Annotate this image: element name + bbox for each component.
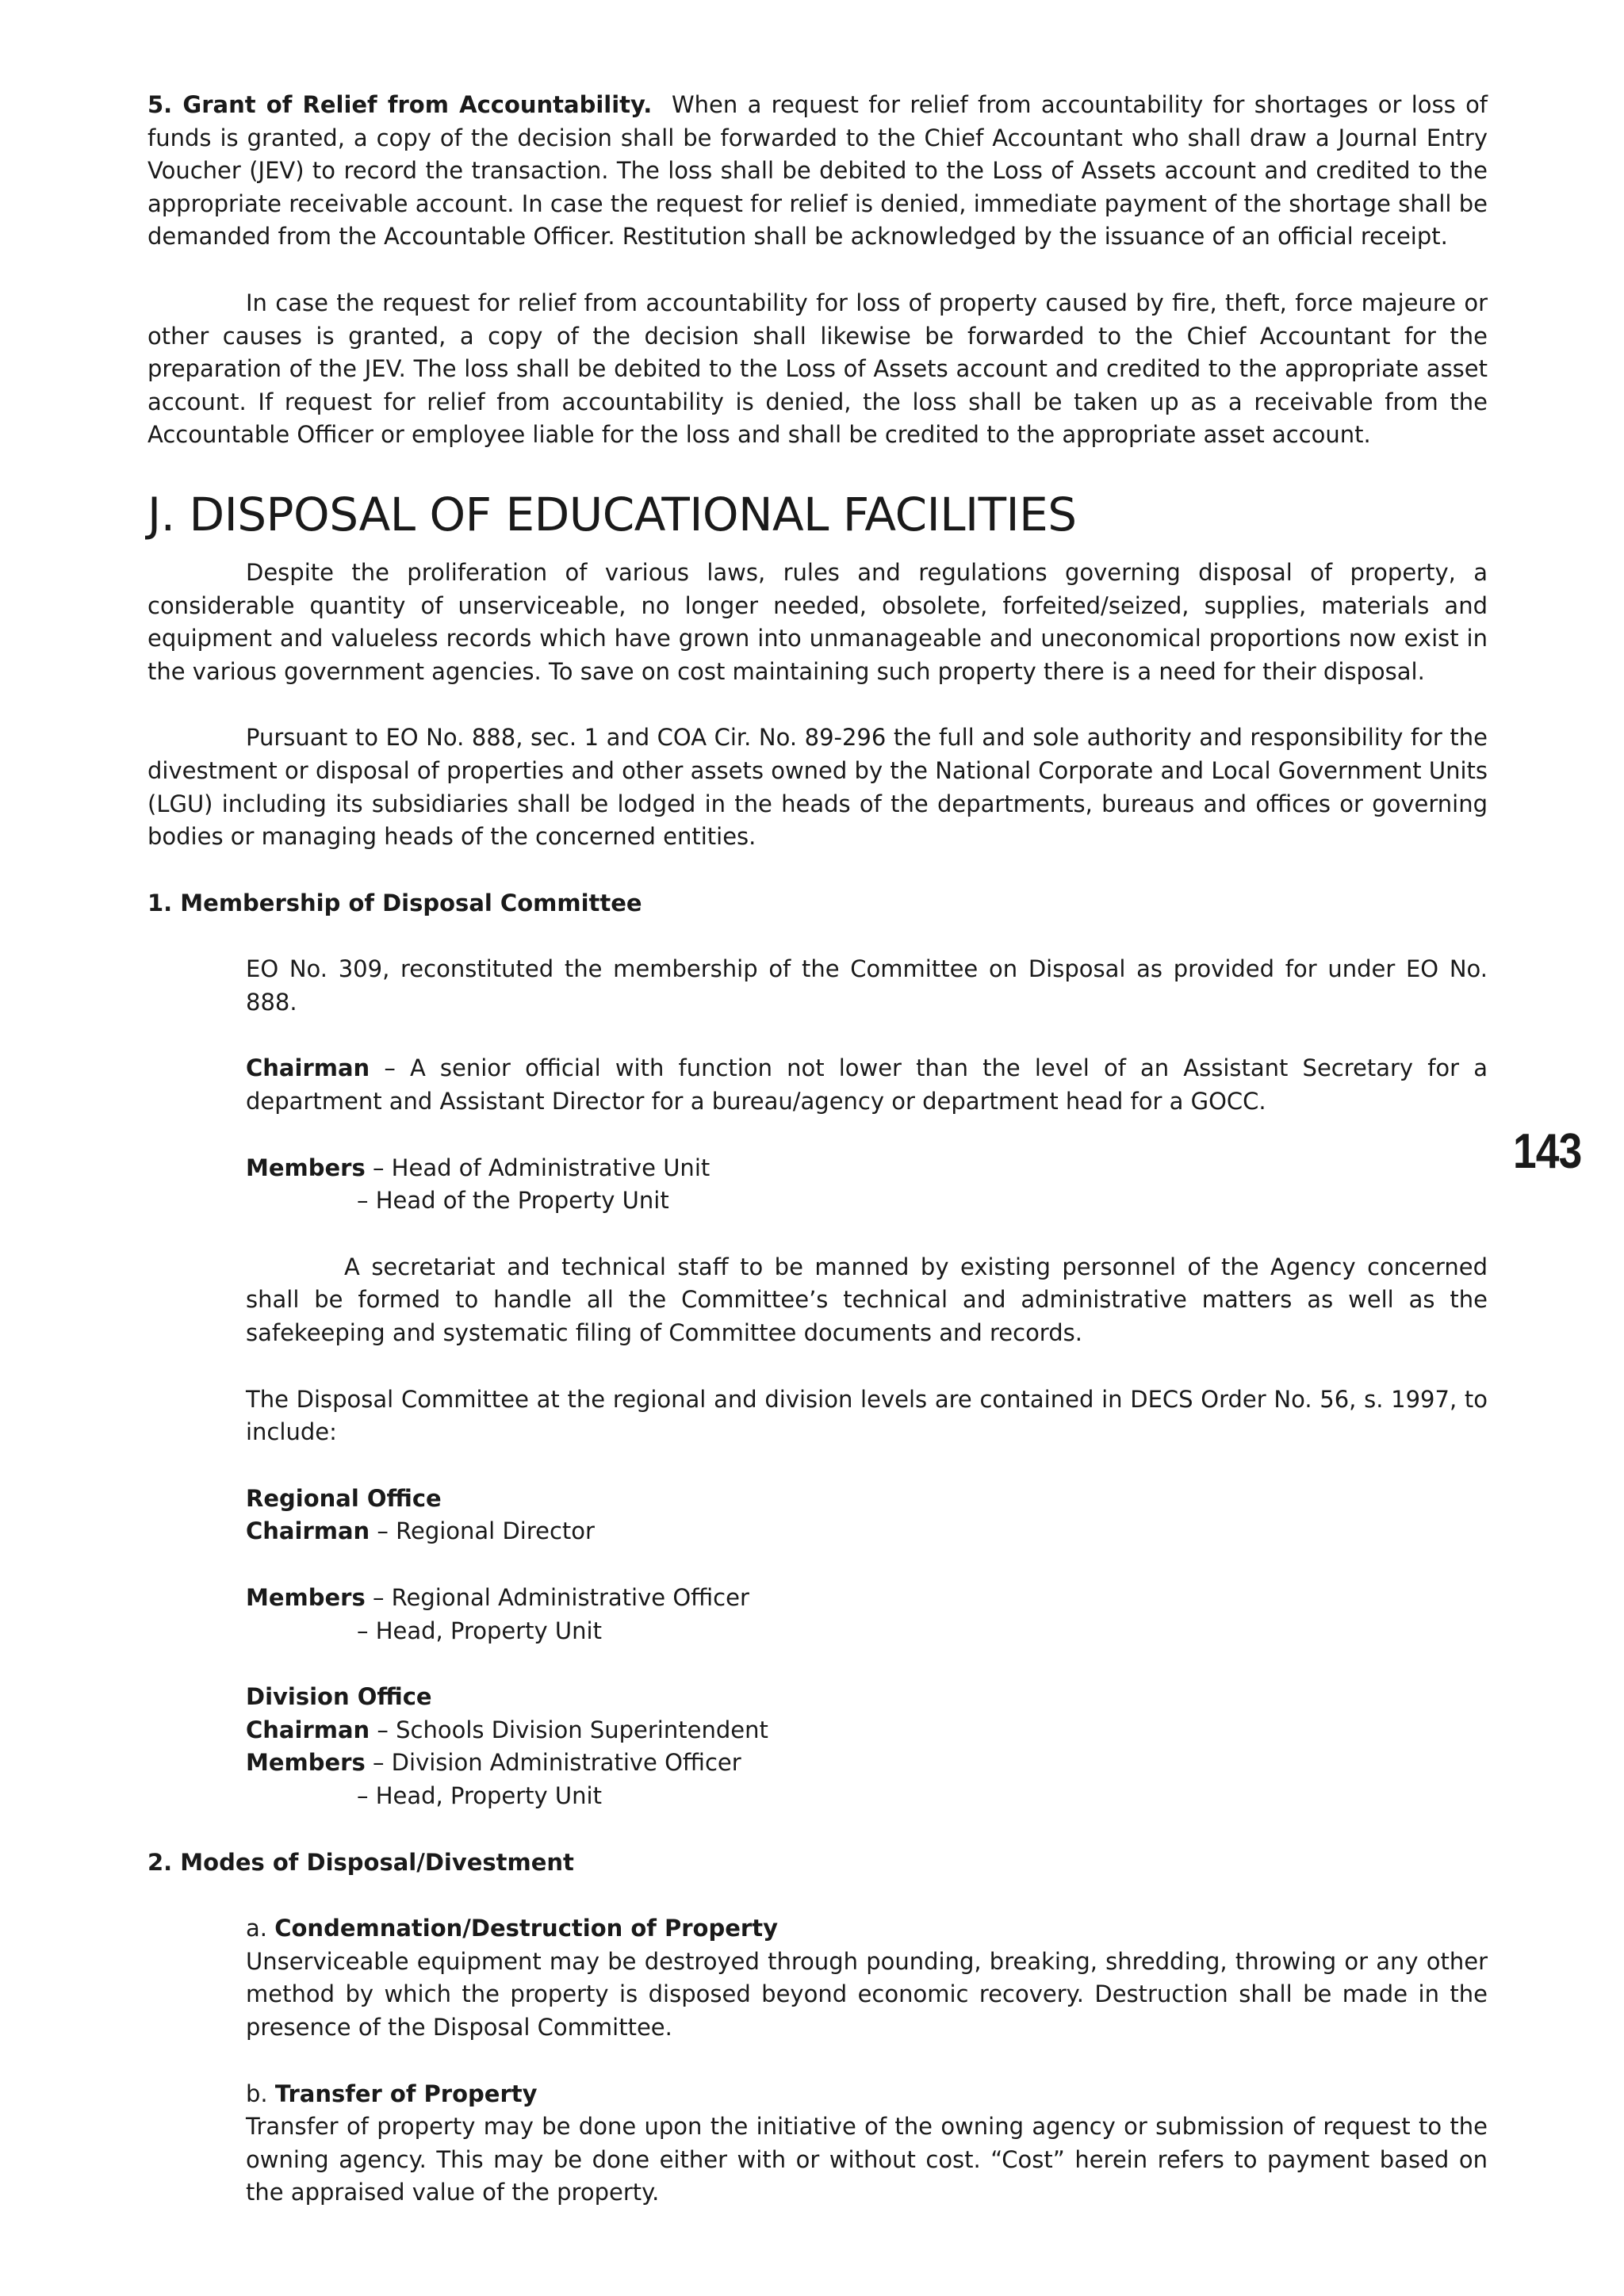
membership-heading: 1. Membership of Disposal Committee [147,889,642,916]
disposal-paragraph-2: Pursuant to EO No. 888, sec. 1 and COA Cir. No. 89-296 the full and sole authority and responsibility for the divestment or disposal of properties and other assets owned by the National Corporate and Local Government Units (LGU) including its subsidiaries shall be lodged in the heads of the departments, bureaus and offices or governing bodies or managing heads of the concerned entities. [147,724,1488,851]
page-number: 143 [1513,1124,1582,1179]
mode-b-heading: b. Transfer of Property [246,2080,538,2107]
mode-b-body: Transfer of property may be done upon the initiative of the owning agency or submission of request to the owning agency. This may be done either with or without cost. “Cost” herein refers to payment based on the appraised value of the property. [246,2113,1488,2206]
document-page [147,89,1488,2210]
modes-heading: 2. Modes of Disposal/Divestment [147,1848,574,1876]
grant-body: When a request for relief from accountability for shortages or loss of funds is granted, a copy of the decision shall be forwarded to the Chief Accountant who shall draw a Journal Entry Voucher (JEV) to record the transaction. The loss shall be debited to the Loss of Assets account and credited to the appropriate receivable account. In case the request for relief is denied, immediate payment of the shortage shall be demanded from the Accountable Officer. Restitution shall be acknowledged by the issuance of an official receipt. [147,91,1488,251]
division-chairman: Chairman – Schools Division Superintendent [246,1716,768,1743]
decs-order-text: The Disposal Committee at the regional and division levels are contained in DECS Order No. 56, s. 1997, to include: [246,1385,1488,1446]
chairman-label: Chairman [246,1054,370,1082]
division-members-line-1: Members – Division Administrative Officer [246,1749,741,1777]
section-title: J. DISPOSAL OF EDUCATIONAL FACILITIES [147,487,1077,541]
members-label: Members [246,1154,366,1181]
members-line-1: Members – Head of Administrative Unit [246,1154,710,1181]
division-office-heading: Division Office [246,1683,432,1711]
modes-block [246,1912,1488,2210]
grant-heading: 5. Grant of Relief from Accountability. [147,91,653,118]
regional-members-line-2: – Head, Property Unit [357,1617,602,1644]
grant-paragraph [147,89,1488,254]
regional-chairman: Chairman – Regional Director [246,1517,595,1545]
mode-a-body: Unserviceable equipment may be destroyed through pounding, breaking, shredding, throwing or any other method by which the property is disposed beyond economic recovery. Destruction shall be made in the presence of the Disposal Committee. [246,1947,1488,2041]
secretariat-text: A secretariat and technical staff to be manned by existing personnel of the Agency concerned shall be formed to handle all the Committee’s technical and administrative matters as well as the safekeeping and systematic filing of Committee documents and records. [246,1253,1488,1347]
chairman-text: – A senior official with function not lower than the level of an Assistant Secretary for a department and Assistant Director for a bureau/agency or department head for a GOCC. [246,1054,1488,1115]
regional-office-heading: Regional Office [246,1484,442,1512]
members-line-2: – Head of the Property Unit [357,1187,669,1215]
division-members-line-2: – Head, Property Unit [357,1781,602,1809]
membership-block [246,953,1488,1812]
chairman-description [246,1052,1488,1118]
grant-paragraph-2: In case the request for relief from accountability for loss of property caused by fire, theft, force majeure or other causes is granted, a copy of the decision shall likewise be forwarded to the Chief Accountant for the preparation of the JEV. The loss shall be debited to the Loss of Assets account and credited to the appropriate asset account. If request for relief from accountability is denied, the loss shall be taken up as a receivable from the Accountable Officer or employee liable for the loss and shall be credited to the appropriate asset account. [147,289,1488,449]
mode-a-heading: a. Condemnation/Destruction of Property [246,1915,778,1942]
regional-members-line-1: Members – Regional Administrative Officer [246,1584,749,1611]
disposal-paragraph-1: Despite the proliferation of various laws, rules and regulations governing disposal of property, a considerable quantity of unserviceable, no longer needed, obsolete, forfeited/seized, supplies, materials and equipment and valueless records which have grown into unmanageable and uneconomical proportions now exist in the various government agencies. To save on cost maintaining such property there is a need for their disposal. [147,558,1488,685]
eo-309-text: EO No. 309, reconstituted the membership of the Committee on Disposal as provided for under EO No. 888. [246,955,1488,1016]
